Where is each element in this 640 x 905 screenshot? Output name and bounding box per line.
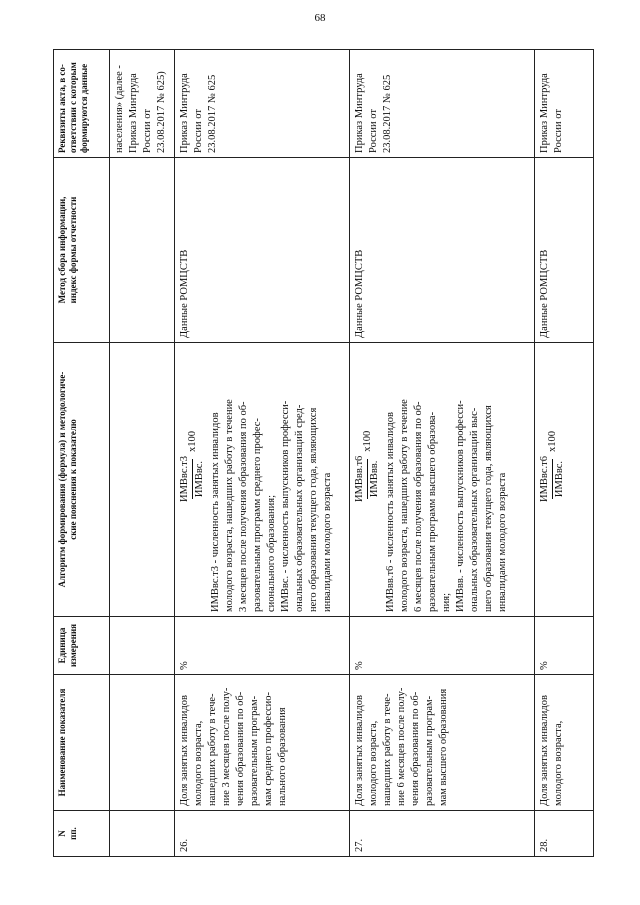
cell-empty <box>110 617 175 675</box>
cell-empty <box>110 343 175 617</box>
header-unit: Единица измерения <box>54 617 110 675</box>
table-row-27 <box>350 50 535 857</box>
cell-algorithm <box>535 343 594 617</box>
cell-name: Доля занятых инвалидов молодого возраста, нашедших работу в тече- ние 3 месяцев после полу- чения образования по об- разовательным програм- мам среднего профессио- нального образования <box>175 675 350 811</box>
formula <box>353 431 382 504</box>
cell-empty <box>110 158 175 343</box>
indicators-table <box>53 49 594 857</box>
cell-requisites: Приказ Минтруда России от 23.08.2017 № 625 <box>175 50 350 158</box>
page-number: 68 <box>314 12 326 24</box>
formula <box>538 431 567 504</box>
formula <box>178 431 207 504</box>
cell-algorithm: ИМВвв.т6 ИМВвв. х100 ИМВвв.т6 - численность занятых инвалидов молодого возраста, нашедших работу в течение 6 месяцев после получения образования по об- разовательным программ высшего образова- ния; ИМВвв. - численность выпускников професси- ональных образовательных организаций выс- шего образования текущего года, являющихся инвалидами молодого возраста <box>350 343 535 617</box>
cell-method: Данные РОМЦСТВ <box>535 158 594 343</box>
formula-denominator: ИМВвс. <box>554 460 565 498</box>
formula-numerator: ИМВвс.т3 <box>179 456 190 502</box>
table-header-row <box>54 50 110 857</box>
cell-name: Доля занятых инвалидов молодого возраста, нашедших работу в тече- ние 6 месяцев после полу- чения образования по об- разовательным програм- мам высшего образования <box>350 675 535 811</box>
cell-unit: % <box>175 617 350 675</box>
cell-requisites: населения» (далее - Приказ Минтруда России от 23.08.2017 № 625) <box>110 50 175 158</box>
header-num: N пп. <box>54 811 110 857</box>
cell-method: Данные РОМЦСТВ <box>350 158 535 343</box>
cell-empty <box>110 675 175 811</box>
cell-algorithm: ИМВвс.т3 ИМВвс. х100 ИМВвс.т3 - численность занятых инвалидов молодого возраста, нашедших работу в течение 3 месяцев после получения образования по об- разовательным программ среднего профес- сионального образования; ИМВвс. - численность выпускников професси- ональных образовательных организаций сред- него образования текущего года, являющихся инвалидами молодого возраста <box>175 343 350 617</box>
cell-requisites: Приказ Минтруда России от 23.08.2017 № 625 <box>350 50 535 158</box>
cell-method: Данные РОМЦСТВ <box>175 158 350 343</box>
header-name: Наименование показателя <box>54 675 110 811</box>
cell-num: 26. <box>175 811 350 857</box>
table-row-continued <box>110 50 175 857</box>
cell-name: Доля занятых инвалидов молодого возраста, <box>535 675 594 811</box>
formula-multiplier: х100 <box>186 431 198 453</box>
table-row-26 <box>175 50 350 857</box>
table-row-28 <box>535 50 594 857</box>
header-requisites: Реквизиты акта, в со- ответствии с которым формируются данные <box>54 50 110 158</box>
cell-num: 27. <box>350 811 535 857</box>
rotated-table-container <box>53 50 593 857</box>
formula-multiplier: х100 <box>361 430 373 452</box>
cell-requisites: Приказ Минтруда России от <box>535 50 594 158</box>
cell-unit: % <box>350 617 535 675</box>
formula-multiplier: х100 <box>546 431 558 453</box>
formula-denominator: ИМВвс. <box>194 460 205 498</box>
cell-unit: % <box>535 617 594 675</box>
formula-numerator: ИМВвв.т6 <box>354 455 365 502</box>
header-algorithm: Алгоритм формирования (формула) и методологиче- ские пояснения к показателю <box>54 343 110 617</box>
cell-num: 28. <box>535 811 594 857</box>
cell-empty <box>110 811 175 857</box>
formula-denominator: ИМВвв. <box>369 460 380 498</box>
header-method: Метод сбора информации, индекс формы отчетности <box>54 158 110 343</box>
formula-numerator: ИМВвс.т6 <box>539 456 550 502</box>
